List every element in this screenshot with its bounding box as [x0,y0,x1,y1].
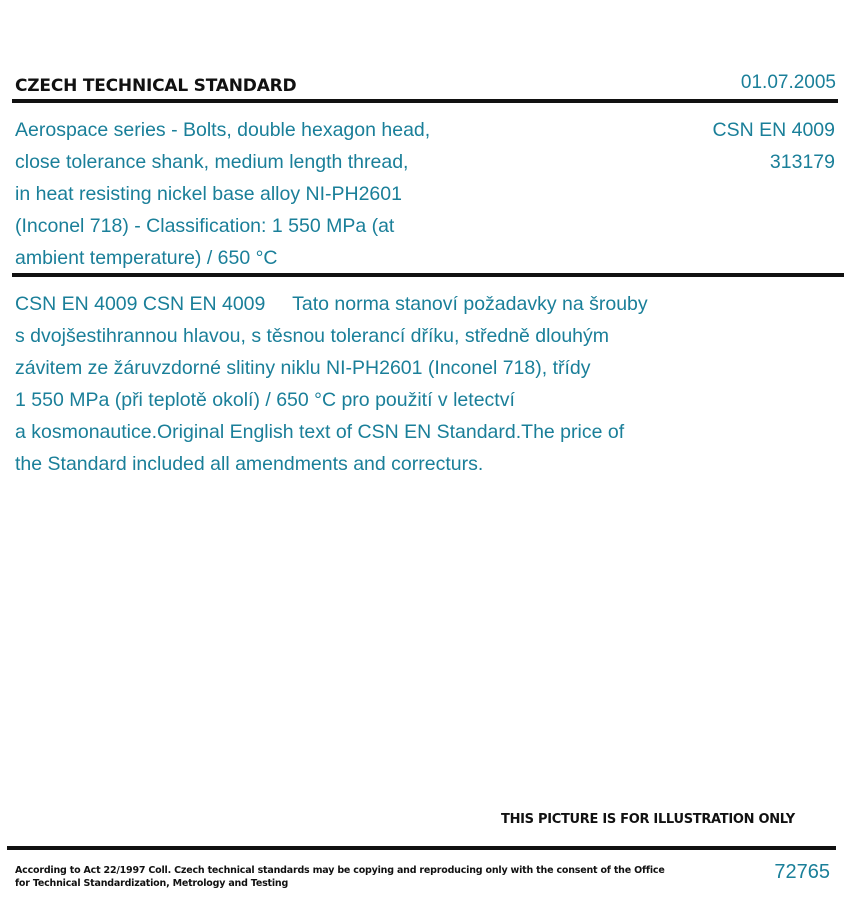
description-line: 1 550 MPa (při teplotě okolí) / 650 °C pro použití v letectví [15,389,515,411]
title-divider [12,273,844,277]
document-type-label: CZECH TECHNICAL STANDARD [15,76,297,96]
standard-title [15,114,535,274]
standard-code: CSN EN 4009 [712,119,835,141]
catalog-number: 313179 [769,151,835,173]
title-line: Aerospace series - Bolts, double hexagon head, [15,119,431,141]
legal-notice-line: According to Act 22/1997 Coll. Czech technical standards may be copying and reproducing only with the consent of the Office [15,865,665,876]
description-line: a kosmonautice.Original English text of CSN EN Standard.The price of [15,421,625,443]
legal-notice [15,864,665,890]
title-line: ambient temperature) / 650 °C [15,247,278,269]
standard-identifiers [713,114,835,178]
header-divider [12,99,838,103]
legal-notice-line: for Technical Standardization, Metrology and Testing [15,878,289,889]
title-line: (Inconel 718) - Classification: 1 550 MPa (at [15,215,395,237]
title-line: in heat resisting nickel base alloy NI-PH2601 [15,183,402,205]
description-line: CSN EN 4009 CSN EN 4009 Tato norma stanoví požadavky na šrouby [15,293,648,315]
document-number: 72765 [774,861,830,883]
description-line: závitem ze žáruvzdorné slitiny niklu NI-PH2601 (Inconel 718), třídy [15,357,591,379]
description-line: the Standard included all amendments and correcturs. [15,453,484,475]
description-line: s dvojšestihrannou hlavou, s těsnou tolerancí dříku, středně dlouhým [15,325,610,347]
publication-date: 01.07.2005 [740,72,836,93]
footer-divider [7,846,836,850]
illustration-disclaimer: THIS PICTURE IS FOR ILLUSTRATION ONLY [501,812,795,827]
title-line: close tolerance shank, medium length thread, [15,151,409,173]
standard-description [15,288,735,480]
